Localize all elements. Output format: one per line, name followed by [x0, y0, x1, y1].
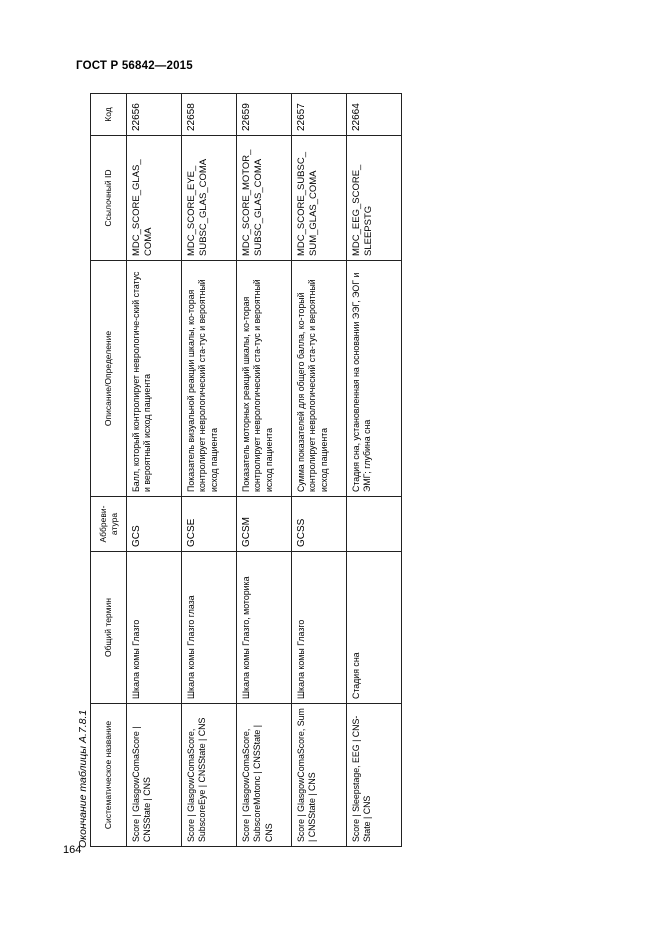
- cell-description: Показатель визуальной реакции шкалы, ко-торая контролирует неврологический ста-тус и вероятный исход пациента: [182, 261, 237, 497]
- cell-systematic-name: Score | Sleepstage, EEG | CNS-State | CNS: [347, 704, 402, 847]
- header-code: Код: [91, 94, 127, 136]
- table-header-row: [91, 94, 127, 847]
- cell-systematic-name: Score | GlasgowComaScore | CNSState | CNS: [127, 704, 182, 847]
- cell-common-term: Шкала комы Глазго: [127, 552, 182, 704]
- document-title: ГОСТ Р 56842—2015: [76, 60, 193, 72]
- cell-abbreviation: GCSM: [237, 497, 292, 552]
- cell-description: Стадия сна, установленная на основании ЭЭГ, ЭОГ и ЭМГ; глубина сна: [347, 261, 402, 497]
- cell-code: 22657: [292, 94, 347, 136]
- header-abbreviation: Аббреви- атура: [91, 497, 127, 552]
- cell-common-term: Шкала комы Глазго глаза: [182, 552, 237, 704]
- cell-reference-id: MDC_EEG_SCORE_ SLEEPSTG: [347, 136, 402, 261]
- cell-reference-id: MDC_SCORE_GLAS_ COMA: [127, 136, 182, 261]
- cell-code: 22658: [182, 94, 237, 136]
- cell-reference-id: MDC_SCORE_MOTOR_ SUBSC_GLAS_COMA: [237, 136, 292, 261]
- table-row: [127, 94, 182, 847]
- cell-common-term: Шкала комы Глазго, моторика: [237, 552, 292, 704]
- cell-abbreviation: GCSE: [182, 497, 237, 552]
- cell-abbreviation: GCSS: [292, 497, 347, 552]
- cell-reference-id: MDC_SCORE_EYE_ SUBSC_GLAS_COMA: [182, 136, 237, 261]
- rotated-table-container: [90, 94, 375, 847]
- cell-common-term: Стадия сна: [347, 552, 402, 704]
- cell-abbreviation: [347, 497, 402, 552]
- cell-description: Балл, который контролирует неврологиче-ский статус и вероятный исход пациента: [127, 261, 182, 497]
- cell-code: 22664: [347, 94, 402, 136]
- cell-systematic-name: Score | GlasgowComaScore, SubscoreMotonc | CNSState | CNS: [237, 704, 292, 847]
- header-description: Описание/Определение: [91, 261, 127, 497]
- header-reference-id: Ссылочный ID: [91, 136, 127, 261]
- cell-abbreviation: GCS: [127, 497, 182, 552]
- cell-systematic-name: Score | GlasgowComaScore, SubscoreEye | CNSState | CNS: [182, 704, 237, 847]
- cell-common-term: Шкала комы Глазго: [292, 552, 347, 704]
- cell-description: Сумма показателей для общего балла, ко-торый контролирует неврологический ста-тус и вероятный исход пациента: [292, 261, 347, 497]
- table-row: [347, 94, 402, 847]
- table-row: [237, 94, 292, 847]
- cell-systematic-name: Score | GlasgowComaScore, Sum | CNSState | CNS: [292, 704, 347, 847]
- table-row: [292, 94, 347, 847]
- cell-description: Показатель моторных реакций шкалы, ко-торая контролирует неврологический ста-тус и вероятный исход пациента: [237, 261, 292, 497]
- cell-code: 22656: [127, 94, 182, 136]
- page-number: 164: [63, 844, 82, 856]
- header-systematic-name: Систематическое название: [91, 704, 127, 847]
- header-common-term: Общий термин: [91, 552, 127, 704]
- table-row: [182, 94, 237, 847]
- data-table: [90, 93, 402, 847]
- cell-reference-id: MDC_SCORE_SUBSC_ SUM_GLAS_COMA: [292, 136, 347, 261]
- cell-code: 22659: [237, 94, 292, 136]
- table-caption: Окончание таблицы А.7.8.1: [77, 709, 89, 848]
